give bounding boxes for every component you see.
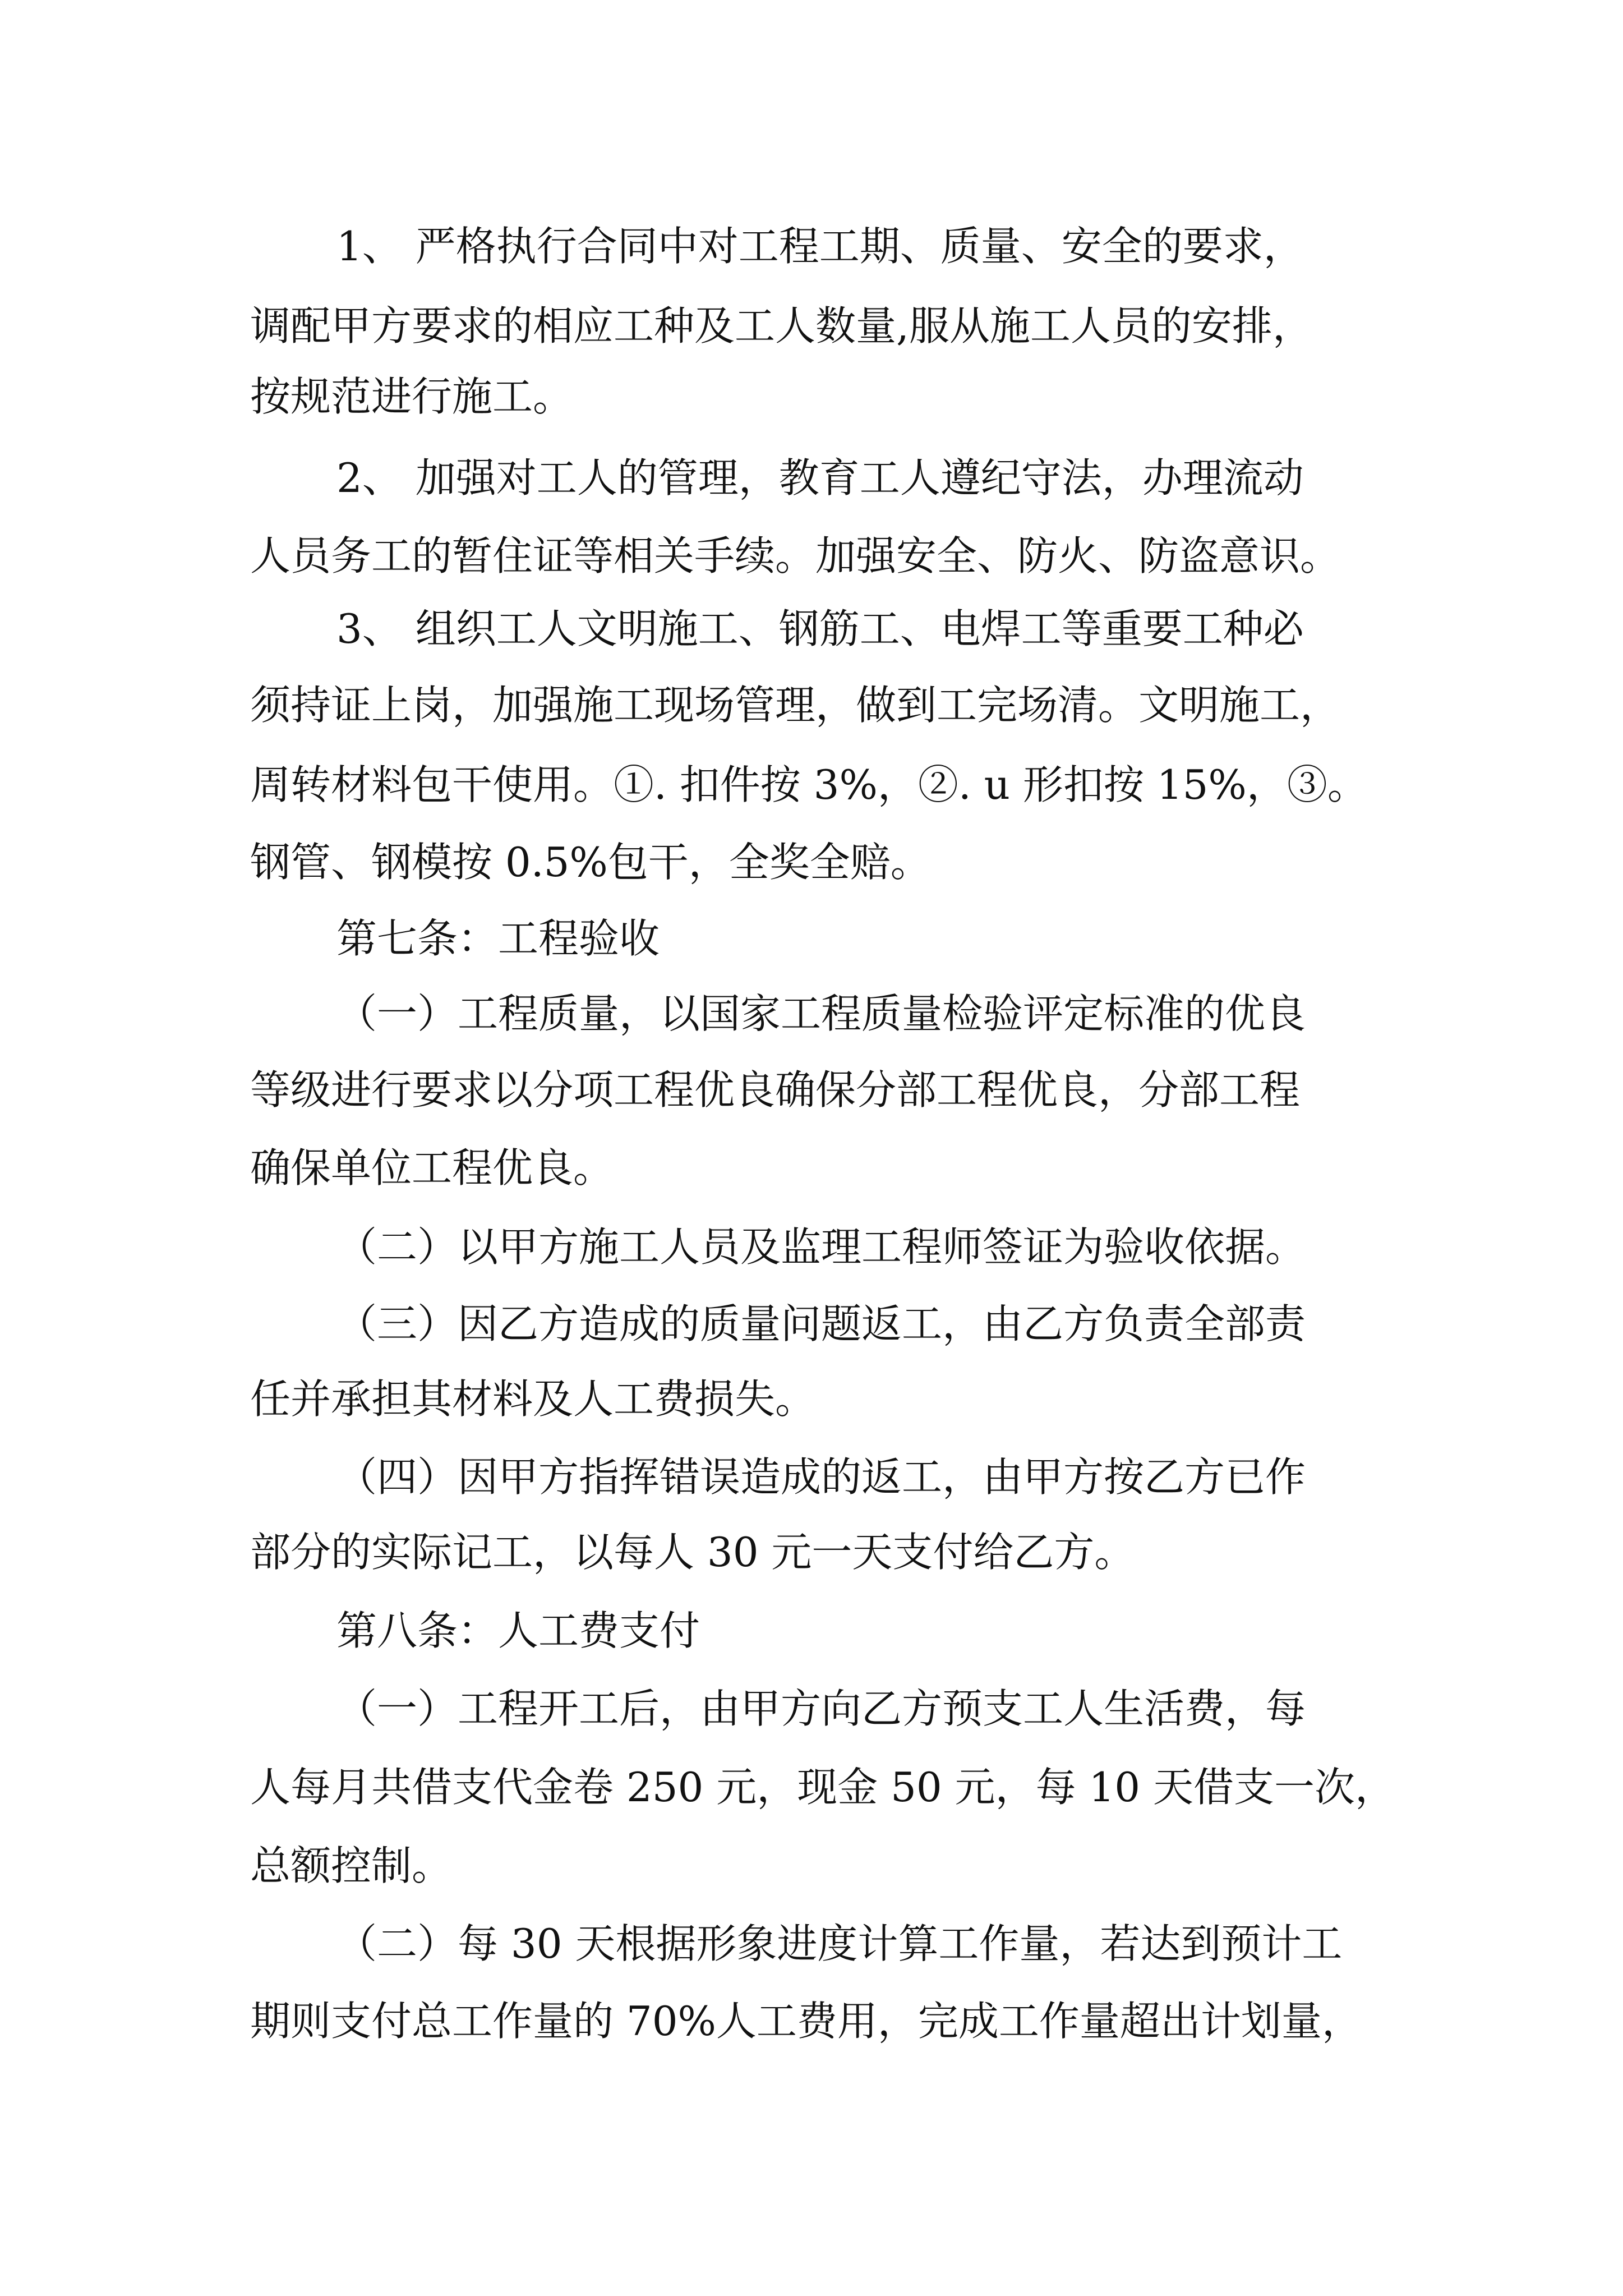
text-line: 人每月共借支代金卷 250 元，现金 50 元，每 10 天借支一次， (250, 1764, 1395, 1811)
text-line: 调配甲方要求的相应工种及工人数量,服从施工人员的安排， (250, 302, 1313, 349)
text-line: （三）因乙方造成的质量问题返工，由乙方负责全部责 (336, 1300, 1306, 1347)
text-line: 周转材料包干使用。①. 扣件按 3%，②. u 形扣按 15%，③。 (250, 761, 1368, 808)
text-line: （一）工程质量，以国家工程质量检验评定标准的优良 (336, 990, 1306, 1037)
text-line: （二）以甲方施工人员及监理工程师签证为验收依据。 (336, 1223, 1306, 1271)
text-line: 须持证上岗，加强施工现场管理，做到工完场清。文明施工， (250, 682, 1341, 729)
text-line: （一）工程开工后，由甲方向乙方预支工人生活费，每 (336, 1685, 1306, 1732)
text-line: （二）每 30 天根据形象进度计算工作量，若达到预计工 (336, 1920, 1343, 1967)
text-line: 钢管、钢模按 0.5%包干，全奖全赔。 (250, 839, 931, 886)
text-line: 按规范进行施工。 (250, 373, 574, 420)
text-line: 任并承担其材料及人工费损失。 (250, 1375, 816, 1423)
section-heading: 第八条：人工费支付 (336, 1607, 700, 1654)
text-line: 总额控制。 (250, 1842, 453, 1889)
text-line: 等级进行要求以分项工程优良确保分部工程优良，分部工程 (250, 1066, 1301, 1114)
text-line: 1、 严格执行合同中对工程工期、质量、安全的要求， (336, 223, 1304, 270)
text-line: 3、 组织工人文明施工、钢筋工、电焊工等重要工种必 (336, 605, 1304, 652)
text-line: （四）因甲方指挥错误造成的返工，由甲方按乙方已作 (336, 1453, 1306, 1501)
section-heading: 第七条：工程验收 (336, 915, 660, 962)
text-line: 人员务工的暂住证等相关手续。加强安全、防火、防盗意识。 (250, 532, 1341, 579)
text-line: 确保单位工程优良。 (250, 1144, 614, 1191)
text-line: 期则支付总工作量的 70%人工费用，完成工作量超出计划量， (250, 1998, 1362, 2045)
text-line: 部分的实际记工，以每人 30 元一天支付给乙方。 (250, 1529, 1135, 1576)
text-line: 2、 加强对工人的管理，教育工人遵纪守法，办理流动 (336, 454, 1304, 501)
